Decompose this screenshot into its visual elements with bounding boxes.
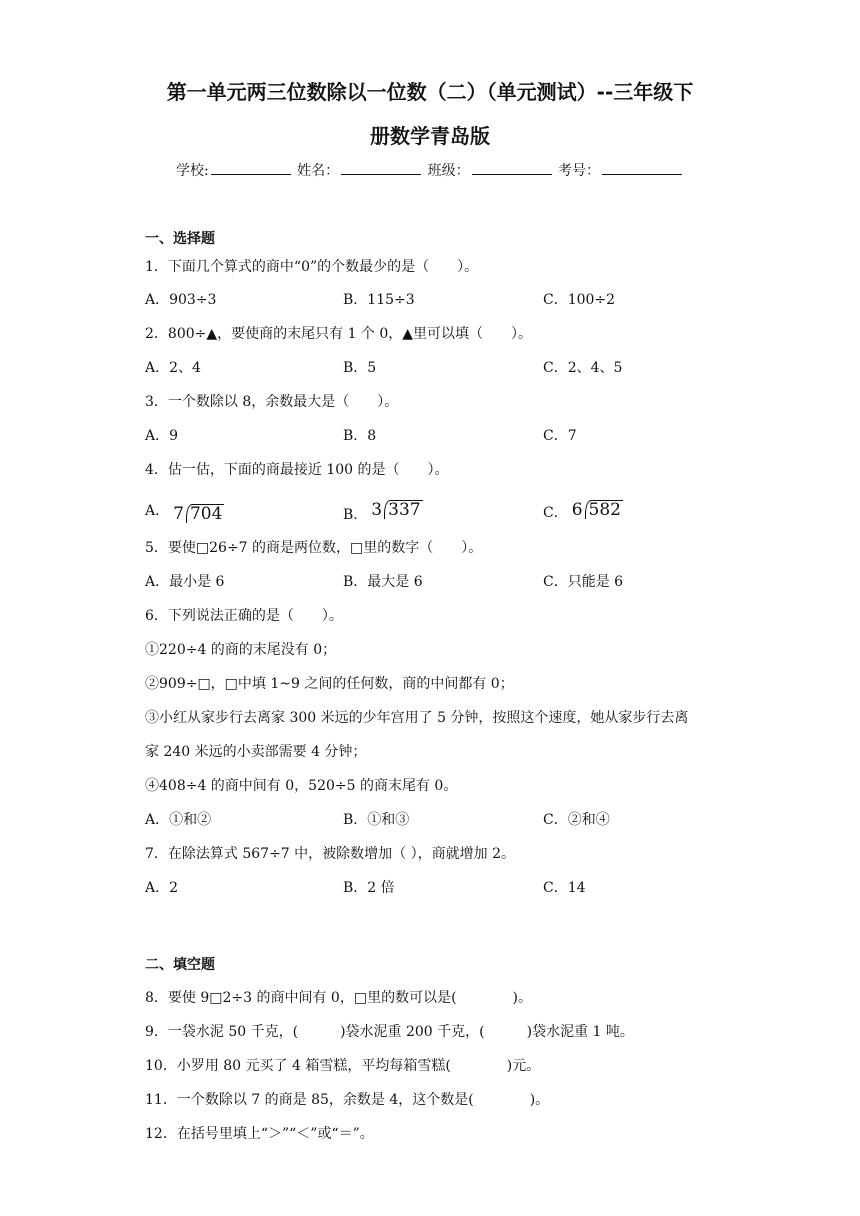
q6-option-a: A．①和② — [145, 812, 212, 828]
question-11: 11．一个数除以 7 的商是 85，余数是 4，这个数是( )。 — [145, 1092, 550, 1108]
q5-option-b: B．最大是 6 — [343, 574, 423, 590]
question-1: 1．下面几个算式的商中“0”的个数最少的是（ ）。 — [145, 259, 479, 275]
school-label: 学校: — [175, 163, 209, 179]
question-10: 10．小罗用 80 元买了 4 箱雪糕，平均每箱雪糕( )元。 — [145, 1058, 541, 1074]
q5-option-a: A．最小是 6 — [145, 574, 225, 590]
question-7: 7．在除法算式 567÷7 中，被除数增加（ ），商就增加 2。 — [145, 846, 515, 862]
q1-option-c: C．100÷2 — [543, 292, 616, 308]
question-9: 9．一袋水泥 50 千克，( )袋水泥重 200 千克，( )袋水泥重 1 吨。 — [145, 1024, 634, 1040]
q2-option-a: A．2、4 — [145, 360, 201, 376]
question-3: 3．一个数除以 8，余数最大是（ ）。 — [145, 394, 399, 410]
q4-option-a-division — [173, 504, 224, 524]
q6-statement-3a: ③小红从家步行去离家 300 米远的少年宫用了 5 分钟，按照这个速度，她从家步行去离 — [145, 710, 689, 726]
q4-option-a-label: A． — [145, 503, 170, 519]
q4-a-divisor: 7 — [173, 504, 184, 524]
q4-b-divisor: 3 — [371, 500, 383, 520]
q1-option-a: A．903÷3 — [145, 292, 217, 308]
school-blank[interactable] — [211, 162, 291, 175]
q6-option-c: C．②和④ — [543, 812, 610, 828]
q5-option-c: C．只能是 6 — [543, 574, 624, 590]
q3-option-b: B．8 — [343, 428, 377, 444]
q4-a-dividend: 704 — [186, 504, 224, 523]
q7-option-c: C．14 — [543, 880, 586, 896]
student-info-row — [0, 160, 860, 180]
q6-statement-1: ①220÷4 的商的末尾没有 0； — [145, 642, 337, 658]
q4-b-dividend: 337 — [384, 500, 422, 519]
q6-statement-4: ④408÷4 的商中间有 0，520÷5 的商末尾有 0。 — [145, 778, 458, 794]
q4-option-c-division — [572, 500, 623, 520]
q3-option-c: C．7 — [543, 428, 577, 444]
q2-option-b: B．5 — [343, 360, 377, 376]
name-blank[interactable] — [341, 162, 421, 175]
q4-option-a — [145, 500, 224, 524]
number-label: 考号： — [558, 163, 601, 179]
number-blank[interactable] — [602, 162, 682, 175]
section-heading-choice: 一、选择题 — [145, 231, 215, 247]
exam-title-line1: 第一单元两三位数除以一位数（二）（单元测试）--三年级下 — [166, 80, 694, 104]
q4-option-b — [343, 500, 423, 524]
q7-option-b: B．2 倍 — [343, 880, 395, 896]
q4-option-b-division — [371, 500, 422, 520]
question-12: 12．在括号里填上“＞”“＜”或“＝”。 — [145, 1126, 374, 1142]
exam-title-line2: 册数学青岛版 — [370, 124, 490, 148]
question-2: 2．800÷▲，要使商的末尾只有 1 个 0，▲里可以填（ ）。 — [145, 326, 533, 342]
section-heading-fill: 二、填空题 — [145, 957, 215, 973]
name-label: 姓名： — [297, 163, 340, 179]
q4-option-c — [543, 500, 623, 522]
q4-c-dividend: 582 — [585, 500, 623, 519]
q3-option-a: A．9 — [145, 428, 179, 444]
class-label: 班级： — [427, 163, 470, 179]
q1-option-b: B．115÷3 — [343, 292, 415, 308]
class-blank[interactable] — [472, 162, 552, 175]
q2-option-c: C．2、4、5 — [543, 360, 623, 376]
q4-option-b-label: B． — [343, 507, 368, 523]
q4-c-divisor: 6 — [571, 500, 583, 520]
question-4: 4．估一估，下面的商最接近 100 的是（ ）。 — [145, 462, 449, 478]
question-8: 8．要使 9□2÷3 的商中间有 0，□里的数可以是( )。 — [145, 990, 532, 1006]
question-5: 5．要使□26÷7 的商是两位数，□里的数字（ ）。 — [145, 540, 483, 556]
q6-statement-2: ②909÷□，□中填 1~9 之间的任何数，商的中间都有 0； — [145, 676, 514, 692]
q4-option-c-label: C． — [543, 505, 568, 521]
q6-statement-3b: 家 240 米远的小卖部需要 4 分钟； — [145, 744, 367, 760]
question-6: 6．下列说法正确的是（ ）。 — [145, 608, 343, 624]
q7-option-a: A．2 — [145, 880, 179, 896]
q6-option-b: B．①和③ — [343, 812, 410, 828]
